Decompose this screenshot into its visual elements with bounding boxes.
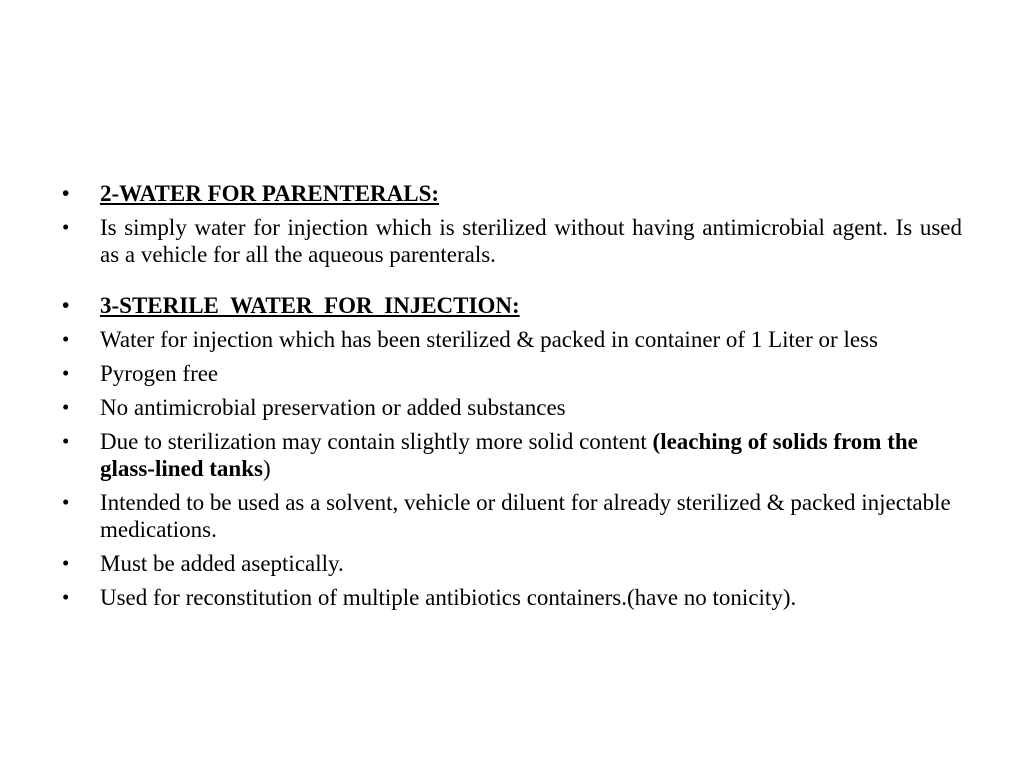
bullet-icon: • bbox=[62, 215, 70, 239]
item-text: Pyrogen free bbox=[100, 361, 219, 386]
bullet-icon: • bbox=[62, 293, 70, 317]
bullet-icon: • bbox=[62, 429, 70, 453]
heading-sterile-water-for-injection bbox=[62, 292, 962, 319]
bullet-icon: • bbox=[62, 181, 70, 205]
slide-content bbox=[62, 180, 962, 618]
item-text: Water for injection which has been sterilized & packed in container of 1 Liter or less bbox=[100, 327, 878, 352]
list-item bbox=[62, 394, 962, 421]
list-item bbox=[62, 489, 962, 543]
bullet-icon: • bbox=[62, 361, 70, 385]
bullet-icon: • bbox=[62, 395, 70, 419]
item-text: Used for reconstitution of multiple antibiotics containers.(have no tonicity). bbox=[100, 585, 797, 610]
heading-water-for-parenterals bbox=[62, 180, 962, 207]
list-item bbox=[62, 550, 962, 577]
list-item bbox=[62, 584, 962, 611]
list-item bbox=[62, 326, 962, 353]
bullet-icon: • bbox=[62, 551, 70, 575]
item-text: No antimicrobial preservation or added substances bbox=[100, 395, 566, 420]
heading-text: 2-WATER FOR PARENTERALS: bbox=[100, 181, 440, 206]
list-item bbox=[62, 360, 962, 387]
item-text-suffix: ) bbox=[262, 456, 271, 481]
item-text: Must be added aseptically. bbox=[100, 551, 344, 576]
item-text: Is simply water for injection which is sterilized without having antimicrobial agent. Is used as a vehicle for all the aqueous parenterals. bbox=[100, 215, 962, 267]
item-text: Intended to be used as a solvent, vehicle or diluent for already sterilized & packed injectable medications. bbox=[100, 490, 951, 542]
item-text-prefix: Due to sterilization may contain slightly more solid content bbox=[100, 429, 653, 454]
item-text-bold: (leaching of solids from the glass-lined tanks bbox=[100, 429, 918, 481]
bullet-list bbox=[62, 180, 962, 611]
bullet-icon: • bbox=[62, 327, 70, 351]
heading-text: 3-STERILE WATER FOR INJECTION: bbox=[100, 293, 520, 318]
list-item-parenterals-description bbox=[62, 214, 962, 268]
list-item-solid-content bbox=[62, 428, 962, 482]
bullet-icon: • bbox=[62, 490, 70, 514]
bullet-icon: • bbox=[62, 585, 70, 609]
